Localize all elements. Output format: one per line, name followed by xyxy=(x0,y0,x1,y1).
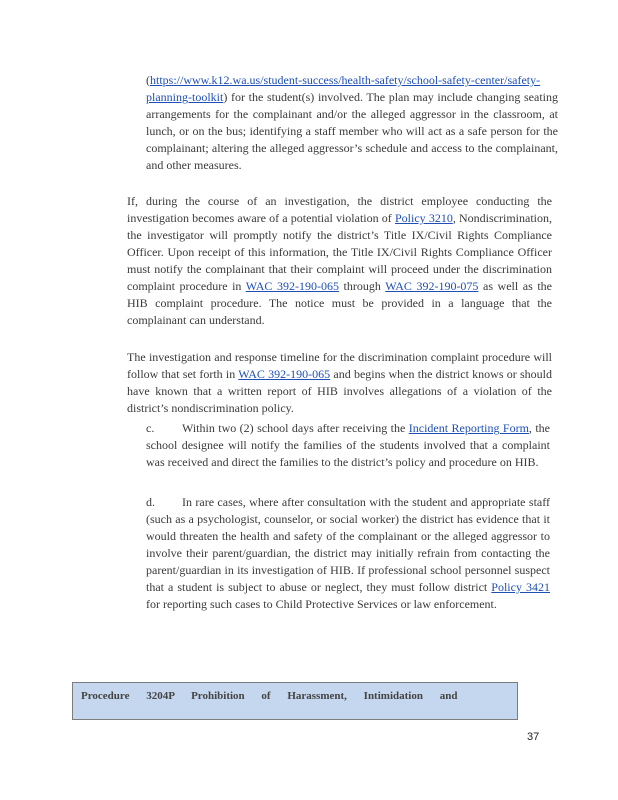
p5-text2: for reporting such cases to Child Protective Services or law enforcement. xyxy=(146,597,497,611)
p2-text2: , Nondiscrimination, the investigator will promptly notify the district’s Title IX/Civil Rights Compliance Officer. Upon receipt of this information, the Title IX/Civil Rights Compliance Officer must notify the complainant that their complaint will proceed under the discrimination complaint procedure in xyxy=(127,211,552,293)
policy-3210-link[interactable]: Policy 3210 xyxy=(394,211,453,225)
wac-392-190-075-link[interactable]: WAC 392-190-075 xyxy=(385,279,479,293)
list-item-d-letter: d. xyxy=(146,495,155,509)
paragraph-safety-plan xyxy=(146,72,558,174)
p1-after-link: ) for the student(s) involved. The plan may include changing seating arrangements for the complainant and/or the alleged aggressor in the classroom, at lunch, or on the bus; identifying a staff member who will act as a safe person for the complainant; altering the alleged aggressor’s schedule and access to the complainant, and other measures. xyxy=(146,90,558,172)
footer-procedure-title xyxy=(72,682,518,720)
page-number: 37 xyxy=(527,731,540,743)
wac-392-190-065-link-2[interactable]: WAC 392-190-065 xyxy=(238,367,331,381)
p4-text1: Within two (2) school days after receiving the xyxy=(182,421,409,435)
policy-3421-link[interactable]: Policy 3421 xyxy=(491,580,550,594)
p5-text1: In rare cases, where after consultation with the student and appropriate staff (such as a psychologist, counselor, or social worker) the district has evidence that it would threaten the health and safety of the complainant or the alleged aggressor to involve their parent/guardian, the district may initially refrain from contacting the parent/guardian in its investigation of HIB. If professional school personnel suspect that a student is subject to abuse or neglect, they must follow district xyxy=(146,495,550,594)
list-item-c xyxy=(146,420,550,471)
p2-text1: If, during the course of an investigation, the district employee conducting the investigation becomes aware of a potential violation of xyxy=(127,194,552,225)
paragraph-timeline xyxy=(127,349,552,417)
p3-text2: and begins when the district knows or should have known that a written report of HIB involves allegations of a violation of the district’s nondiscrimination policy. xyxy=(127,367,552,415)
p2-text3: through xyxy=(338,279,386,293)
wac-392-190-065-link[interactable]: WAC 392-190-065 xyxy=(245,279,339,293)
p2-text4: as well as the HIB complaint procedure. The notice must be provided in a language that the complainant can understand. xyxy=(127,279,552,327)
incident-reporting-form-link[interactable]: Incident Reporting Form xyxy=(408,421,529,435)
footer-title: Procedure 3204P Prohibition of Harassment, Intimidation and xyxy=(81,690,458,702)
paragraph-investigation-notice xyxy=(127,193,552,329)
list-item-c-letter: c. xyxy=(146,421,155,435)
safety-planning-toolkit-link[interactable]: https://www.k12.wa.us/student-success/health-safety/school-safety-center/safety-planning-toolkit xyxy=(146,73,541,104)
p4-text2: , the school designee will notify the families of the students involved that a complaint was received and direct the families to the district’s policy and procedure on HIB. xyxy=(146,421,550,469)
p1-lead: ( xyxy=(146,73,150,87)
list-item-d xyxy=(146,494,550,613)
p3-text1: The investigation and response timeline for the discrimination complaint procedure will follow that set forth in xyxy=(127,350,552,381)
